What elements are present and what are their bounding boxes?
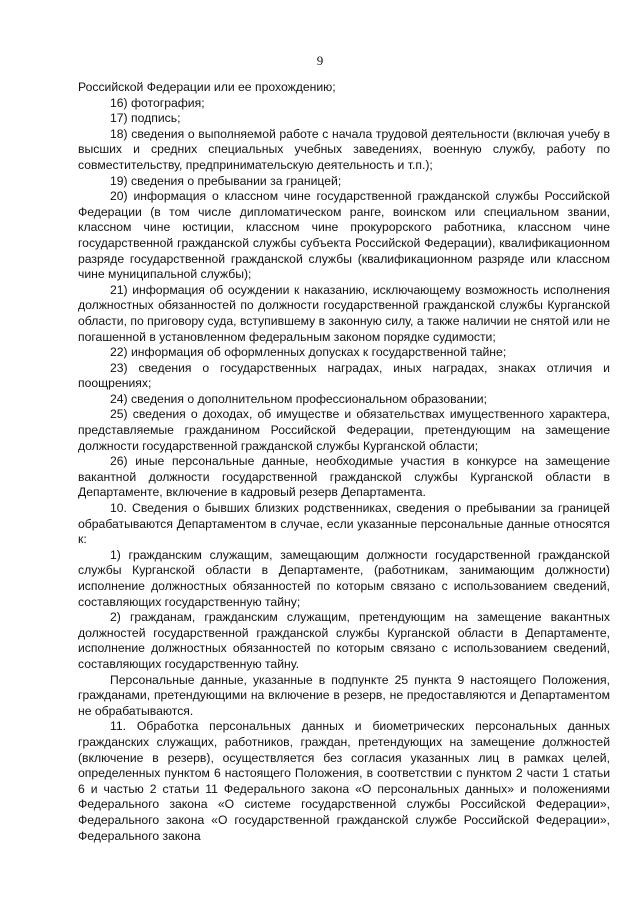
clause-10-item-1: 1) гражданским служащим, замещающим должности государственной гражданской службы Курганской области в Департаменте, (работникам, занимающим должности) исполнение должностных обязанностей по которым связано с использованием сведений, составляющих государственную тайну; <box>78 547 610 609</box>
list-item-18: 18) сведения о выполняемой работе с начала трудовой деятельности (включая учебу в высших и средних специальных учебных заведениях, военную службу, работу по совместительству, предпринимательскую деятельность и т.п.); <box>78 126 610 172</box>
list-item-22: 22) информация об оформленных допусках к государственной тайне; <box>110 345 507 360</box>
list-item-26: 26) иные персональные данные, необходимые участия в конкурсе на замещение вакантной должности государственной гражданской службы Курганской области в Департаменте, включение в кадровый резерв Департамента. <box>78 454 610 500</box>
list-item-21: 21) информация об осуждении к наказанию, исключающему возможность исполнения должностных обязанностей по должности государственной гражданской службы Курганской области, по приговору суда, вступившему в законную силу, а также наличии не снятой или не погашенной в установленном федеральным законом порядке судимости; <box>78 282 611 344</box>
clause-11: 11. Обработка персональных данных и биометрических персональных данных гражданских служащих, работников, граждан, претендующих на замещение должностей (включение в резерв), осуществляется без согласия указанных лиц в рамках целей, определенных пунктом 6 настоящего Положения, в соответствии с пунктом 2 части 1 статьи 6 и частью 2 статьи 11 Федерального закона «О персональных данных» и положениями Федерального закона «О системе государственной службы Российской Федерации», Федерального закона «О государственной гражданской службе Российской Федерации», Федерального закона <box>78 719 610 843</box>
list-item-20: 20) информация о классном чине государственной гражданской службы Российской Федерации (в том числе дипломатическом ранге, воинском или специальном звании, классном чине юстиции, классном чине прокурорского работника, классном чине государственной гражданской службы субъекта Российской Федерации), квалификационном разряде государственной гражданской службы (квалификационном разряде или классном чине муниципальной службы); <box>78 189 610 282</box>
list-item-25: 25) сведения о доходах, об имуществе и обязательствах имущественного характера, представляемые гражданином Российской Федерации, претендующим на замещение должности государственной гражданской службы Курганской области; <box>78 407 610 453</box>
clause-10: 10. Сведения о бывших близких родственниках, сведения о пребывании за границей обрабатываются Департаментом в случае, если указанные персональные данные относятся к: <box>78 501 610 547</box>
list-item-17: 17) подпись; <box>110 111 181 126</box>
list-item-16: 16) фотография; <box>110 95 205 110</box>
document-body <box>78 80 610 844</box>
paragraph-continuation: Российской Федерации или ее прохождению; <box>78 80 336 94</box>
clause-10-note: Персональные данные, указанные в подпункте 25 пункта 9 настоящего Положения, гражданами, претендующими на включение в резерв, не предоставляются и Департаментом не обрабатываются. <box>78 672 610 718</box>
clause-10-item-2: 2) гражданам, гражданским служащим, претендующим на замещение вакантных должностей государственной гражданской службы Курганской области в Департаменте, исполнение должностных обязанностей по которым связано с использованием сведений, составляющих государственную тайну. <box>78 610 610 671</box>
list-item-23: 23) сведения о государственных наградах, иных наградах, знаках отличия и поощрениях; <box>78 360 610 391</box>
page-number: 9 <box>316 53 324 68</box>
list-item-24: 24) сведения о дополнительном профессиональном образовании; <box>110 391 487 406</box>
list-item-19: 19) сведения о пребывании за границей; <box>110 173 342 188</box>
